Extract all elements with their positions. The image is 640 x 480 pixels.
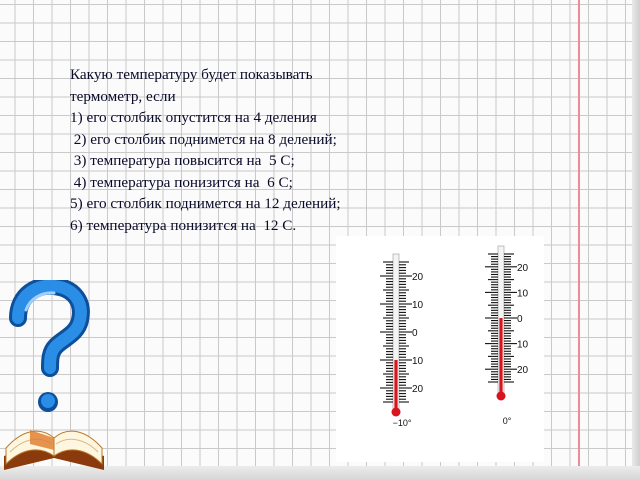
question-item-5: 5) его столбик поднимется на 12 делений; <box>70 195 341 212</box>
thermometer-bulb <box>497 392 506 401</box>
scale-label: 20 <box>412 384 424 395</box>
scale-label: 0 <box>517 314 523 325</box>
notebook-margin-line <box>578 0 580 480</box>
thermometer-1 <box>380 254 424 428</box>
reading-label: −10° <box>392 418 412 428</box>
question-text <box>70 64 430 236</box>
scale-label: 20 <box>517 365 529 377</box>
slide-right-border <box>632 0 640 480</box>
question-item-1: 1) его столбик опустится на 4 деления <box>70 109 317 126</box>
question-line: термометр, если <box>70 87 176 105</box>
mercury-column <box>499 318 502 396</box>
question-item-3: 3) температура повысится на 5 С; <box>70 152 295 169</box>
open-book-icon <box>4 430 104 470</box>
question-item-6: 6) температура понизится на 12 С. <box>70 216 297 234</box>
question-item-2: 2) его столбик поднимется на 8 делений; <box>70 130 337 148</box>
question-item-4: 4) температура понизится на 6 С; <box>70 173 293 191</box>
thermometer-2 <box>485 246 529 426</box>
scale-label: 20 <box>517 262 529 274</box>
scale-label: 10 <box>517 288 529 300</box>
reading-label: 0° <box>502 416 512 426</box>
scale-label: 0 <box>412 328 418 339</box>
scale-label: 10 <box>517 339 529 351</box>
scale-label: 10 <box>412 300 424 311</box>
thermometers-illustration <box>336 236 544 462</box>
scale-label: 10 <box>412 356 424 367</box>
thermometers-panel <box>336 236 544 462</box>
thermometer-bulb <box>392 408 401 417</box>
question-mark-icon <box>18 286 81 412</box>
question-line: Какую температуру будет показывать <box>70 66 313 83</box>
scale-label: 20 <box>412 272 424 283</box>
mercury-column <box>394 360 397 412</box>
book-question-illustration <box>0 280 110 480</box>
